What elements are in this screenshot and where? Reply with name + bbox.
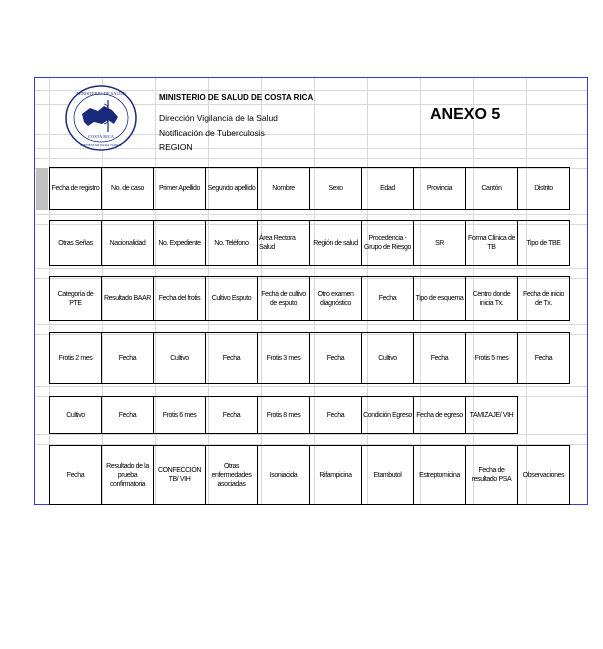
table-cell[interactable]: Cantón <box>465 167 518 210</box>
table-cell[interactable]: Frotis 3 mes <box>257 332 310 384</box>
row-selector-tab[interactable] <box>36 168 48 210</box>
table-cell[interactable]: Provincia <box>413 167 466 210</box>
table-cell[interactable]: Fecha <box>309 396 362 434</box>
table-cell[interactable]: Cultivo <box>49 396 102 434</box>
table-cell[interactable]: No. Teléfono <box>205 220 258 266</box>
table-cell[interactable]: Edad <box>361 167 414 210</box>
table-cell[interactable]: Otras Señas <box>49 220 102 266</box>
table-cell[interactable]: Fecha de egreso <box>413 396 466 434</box>
form-row-5 <box>49 396 518 434</box>
table-cell[interactable]: Forma Clínica de TB <box>465 220 518 266</box>
table-cell[interactable]: Región de salud <box>309 220 362 266</box>
directorate-line: Dirección Vigilancia de la Salud <box>159 113 278 123</box>
table-cell[interactable]: Categoría de PTE <box>49 276 102 321</box>
table-cell[interactable]: Fecha <box>361 276 414 321</box>
table-cell[interactable]: Centro donde inicia Tx. <box>465 276 518 321</box>
table-cell[interactable]: Sexo <box>309 167 362 210</box>
form-row-1 <box>49 167 570 210</box>
table-cell[interactable]: Observaciones <box>517 445 570 505</box>
table-cell[interactable]: Fecha <box>49 445 102 505</box>
table-cell[interactable]: Frotis 2 mes <box>49 332 102 384</box>
table-cell[interactable]: Etambutol <box>361 445 414 505</box>
table-cell[interactable]: Fecha <box>205 396 258 434</box>
table-cell[interactable]: Segundo apellido <box>205 167 258 210</box>
form-row-3 <box>49 276 570 321</box>
table-cell[interactable]: Fecha <box>101 396 154 434</box>
annex-title: ANEXO 5 <box>430 106 501 123</box>
table-cell[interactable]: Resultado BAAR <box>101 276 154 321</box>
table-cell[interactable]: Fecha <box>101 332 154 384</box>
ministry-name: MINISTERIO DE SALUD DE COSTA RICA <box>159 93 314 102</box>
table-cell[interactable]: Otro examen diagnóstico <box>309 276 362 321</box>
table-cell[interactable]: Cultivo <box>153 332 206 384</box>
seal-text-bottom: BIENESTAR PARA TODOS <box>80 143 122 147</box>
table-cell[interactable]: Distrito <box>517 167 570 210</box>
table-cell[interactable]: Fecha de cultivo de esputo <box>257 276 310 321</box>
form-row-6 <box>49 445 570 505</box>
table-cell[interactable]: CONFECCIÓN TB/ VIH <box>153 445 206 505</box>
table-cell[interactable]: Otras enfermedades asociadas <box>205 445 258 505</box>
region-line: REGION <box>159 142 193 152</box>
table-cell[interactable]: Fecha de inicio de Tx. <box>517 276 570 321</box>
table-cell[interactable]: Rifampicina <box>309 445 362 505</box>
table-cell[interactable]: Fecha <box>309 332 362 384</box>
table-cell[interactable]: Resultado de la prueba confirmatoria <box>101 445 154 505</box>
table-cell[interactable]: Cultivo Esputo <box>205 276 258 321</box>
table-cell[interactable]: SR <box>413 220 466 266</box>
table-cell[interactable]: Tipo de TBE <box>517 220 570 266</box>
table-cell[interactable]: Tipo de esquema <box>413 276 466 321</box>
table-cell[interactable]: Fecha de resultado PSA <box>465 445 518 505</box>
table-cell[interactable]: Fecha de registro <box>49 167 102 210</box>
seal-text-mid: COSTA RICA <box>87 134 115 139</box>
ministry-seal-logo <box>64 84 138 152</box>
form-row-4 <box>49 332 570 384</box>
table-cell[interactable]: Primer Apellido <box>153 167 206 210</box>
table-cell[interactable]: Fecha <box>413 332 466 384</box>
table-cell[interactable]: Fecha <box>205 332 258 384</box>
table-cell[interactable]: Nombre <box>257 167 310 210</box>
form-row-2 <box>49 220 570 266</box>
table-cell[interactable]: Procedencia - Grupo de Riesgo <box>361 220 414 266</box>
seal-text-top: MINISTERIO DE SALUD <box>76 91 126 96</box>
table-cell[interactable]: Frotis 8 mes <box>257 396 310 434</box>
table-cell[interactable]: Condición Egreso <box>361 396 414 434</box>
table-cell[interactable]: No. Expediente <box>153 220 206 266</box>
table-cell[interactable]: Fecha <box>517 332 570 384</box>
table-cell[interactable]: Cultivo <box>361 332 414 384</box>
table-cell[interactable]: Nacionalidad <box>101 220 154 266</box>
table-cell[interactable]: Fecha del frotis <box>153 276 206 321</box>
notification-line: Notificación de Tuberculosis <box>159 128 265 138</box>
table-cell[interactable]: Frotis 6 mes <box>153 396 206 434</box>
table-cell[interactable]: TAMIZAJE/ VIH <box>465 396 518 434</box>
table-cell[interactable]: Estreptomicina <box>413 445 466 505</box>
table-cell[interactable]: No. de caso <box>101 167 154 210</box>
table-cell[interactable]: Isoniacida <box>257 445 310 505</box>
table-cell[interactable]: Área Rectora Salud <box>257 220 310 266</box>
table-cell[interactable]: Frotis 5 mes <box>465 332 518 384</box>
